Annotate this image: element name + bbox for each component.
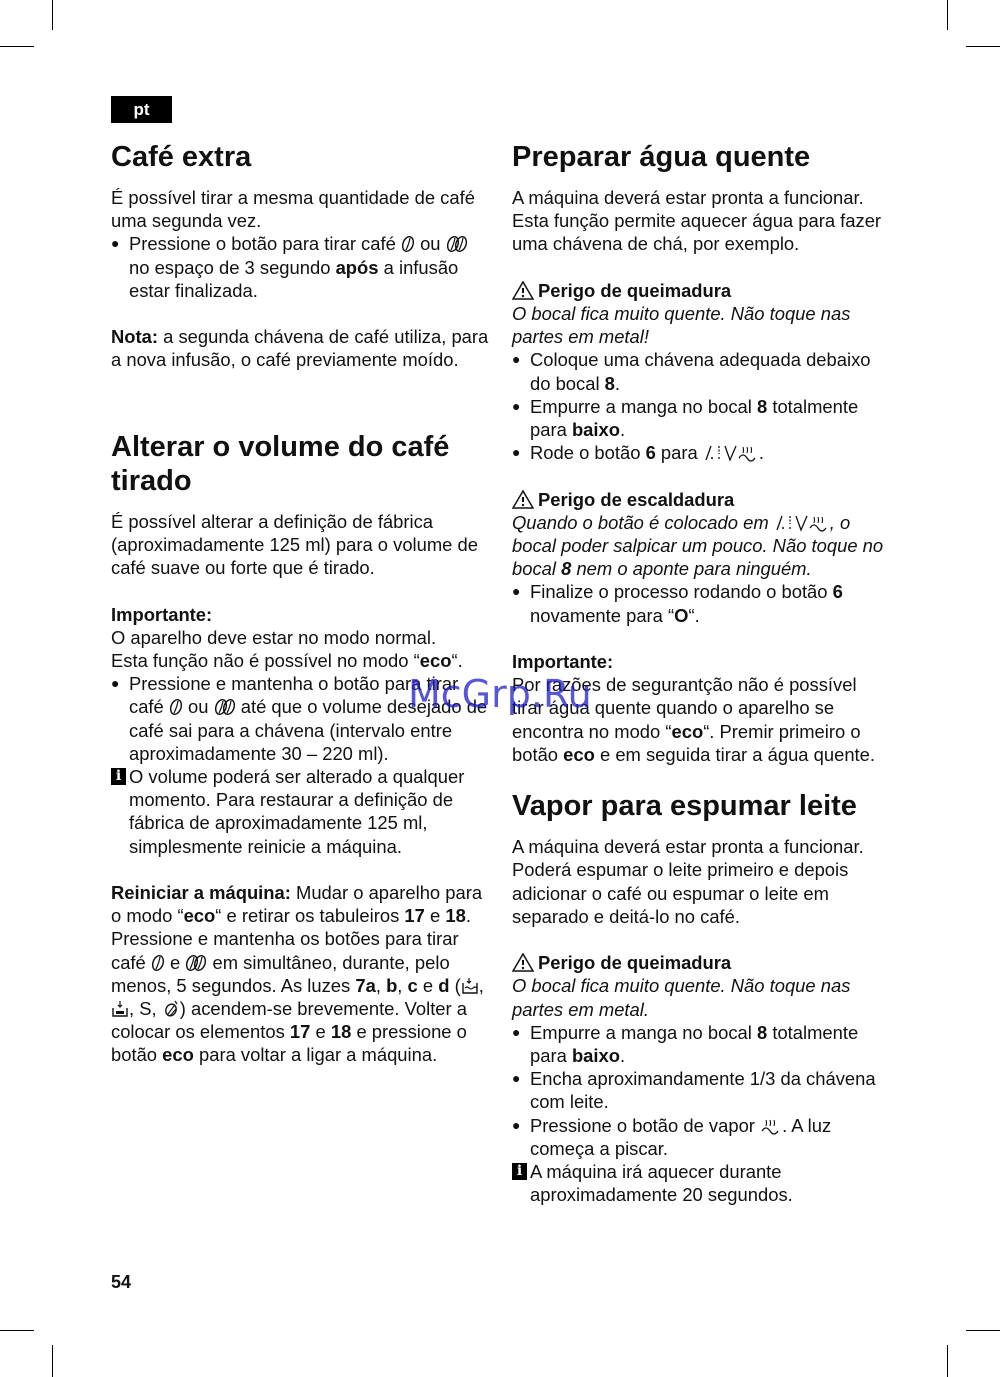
agua-warning-text: O bocal fica muito quente. Não toque nas partes em metal!: [512, 303, 851, 348]
double-bean-icon: [185, 954, 207, 972]
warning-icon: [512, 281, 534, 300]
left-column: [111, 140, 491, 1067]
vapor-warning-text: O bocal fica muito quente. Não toque nas partes em metal.: [512, 975, 851, 1020]
vapor-intro: A máquina deverá estar pronta a funcionar. Poderá espumar o leite primeiro e depois adicionar o café ou espumar o leite em separado e deitá-lo no café.: [512, 836, 864, 927]
single-bean-icon: [401, 235, 415, 253]
agua-importante-text: Por razões de segurantção não é possível tirar água quente quando o aparelho se encontra no modo “eco“. Premir primeiro o botão eco e em seguida tirar a água quente.: [512, 674, 876, 765]
language-tab: pt: [111, 96, 172, 123]
alterar-importante-label: Importante:: [111, 603, 213, 625]
single-bean-icon: [151, 954, 165, 972]
alterar-importante-line1: O aparelho deve estar no modo normal.: [111, 626, 437, 648]
vapor-bullet-3: ● Pressione o botão de vapor . A luz começa a piscar.: [512, 1114, 892, 1160]
hot-water-steam-icon: [774, 514, 830, 532]
info-icon: i: [512, 1163, 527, 1180]
agua-warning-title: Perigo de queimadura: [512, 279, 892, 302]
section-title-vapor: Vapor para espumar leite: [512, 790, 857, 823]
crop-mark: [947, 1345, 948, 1377]
agua-bullet-2: ● Empurre a manga no bocal 8 totalmente para baixo.: [512, 395, 892, 441]
water-tank-icon: [461, 977, 479, 995]
double-bean-icon: [214, 698, 236, 716]
alterar-intro: É possível alterar a definição de fábrica (aproximadamente 125 ml) para o volume de café suave ou forte que é tirado.: [111, 510, 478, 579]
agua-importante-label: Importante:: [512, 651, 614, 673]
agua-warning2-title: Perigo de escaldadura: [512, 488, 892, 511]
cafe-extra-bullet: ● Pressione o botão para tirar café ou no espaço de 3 segundo após a infusão estar finalizada.: [111, 232, 491, 302]
reset-paragraph: Reiniciar a máquina: Mudar o aparelho para o modo “eco“ e retirar os tabuleiros 17 e 18. Pressione e mantenha os botões para tirar café e em simultâneo, durante, pelo menos, 5 segundos. As luzes 7a, b, c e d ( , , S, ) acendem-se brevemente. Volter a colocar os elementos 17 e 18 e pressione o botão eco para voltar a ligar a máquina.: [111, 882, 484, 1066]
section-title-agua: Preparar água quente: [512, 141, 811, 173]
vapor-info: i A máquina irá aquecer durante aproximadamente 20 segundos.: [512, 1160, 892, 1206]
crop-mark: [947, 0, 948, 30]
hot-water-steam-icon: [703, 444, 759, 462]
crop-mark: [966, 1330, 1000, 1331]
agua-bullet-1: ● Coloque uma chávena adequada debaixo do bocal 8.: [512, 348, 892, 394]
watermark: McGrp.Ru: [408, 672, 592, 716]
cafe-extra-intro: É possível tirar a mesma quantidade de café uma segunda vez.: [111, 187, 475, 232]
steam-icon: [760, 1117, 782, 1135]
warning-icon: [512, 953, 534, 972]
agua-bullet-3: ● Rode o botão 6 para .: [512, 441, 892, 464]
section-title-alterar: Alterar o volume do café tirado: [111, 430, 450, 497]
agua-bullet-4: ● Finalize o processo rodando o botão 6 novamente para “O“.: [512, 580, 892, 626]
grounds-container-icon: [111, 1000, 129, 1018]
alterar-importante-line2: Esta função não é possível no modo “eco“.: [111, 650, 463, 671]
info-icon: i: [111, 768, 126, 785]
agua-intro: A máquina deverá estar pronta a funcionar. Esta função permite aquecer água para fazer uma chávena de chá, por exemplo.: [512, 187, 882, 255]
double-bean-icon: [446, 235, 468, 253]
crop-mark: [52, 1345, 53, 1377]
agua-warning2-text: Quando o botão é colocado em , o bocal poder salpicar um pouco. Não toque no bocal 8 nem o aponte para ninguém.: [512, 511, 884, 580]
descale-icon: [162, 1000, 180, 1018]
single-bean-icon: [169, 698, 183, 716]
vapor-warning-title: Perigo de queimadura: [512, 951, 892, 974]
alterar-bullet: ● Pressione e mantenha o botão para tirar café ou até que o volume desejado de café sai para a chávena (intervalo entre aproximadamente 30 – 220 ml).: [111, 672, 491, 765]
alterar-info: i O volume poderá ser alterado a qualquer momento. Para restaurar a definição de fábrica de aproximadamente 125 ml, simplesmente reinicie a máquina.: [111, 765, 491, 858]
crop-mark: [0, 46, 34, 47]
crop-mark: [52, 0, 53, 30]
page-number: 54: [111, 1272, 132, 1292]
cafe-extra-note: Nota: a segunda chávena de café utiliza, para a nova infusão, o café previamente moído.: [111, 326, 489, 371]
vapor-bullet-2: ● Encha aproximandamente 1/3 da chávena com leite.: [512, 1067, 892, 1113]
vapor-bullet-1: ● Empurre a manga no bocal 8 totalmente para baixo.: [512, 1021, 892, 1067]
section-title-cafe-extra: Café extra: [111, 141, 252, 173]
crop-mark: [0, 1330, 34, 1331]
warning-icon: [512, 490, 534, 509]
crop-mark: [966, 46, 1000, 47]
